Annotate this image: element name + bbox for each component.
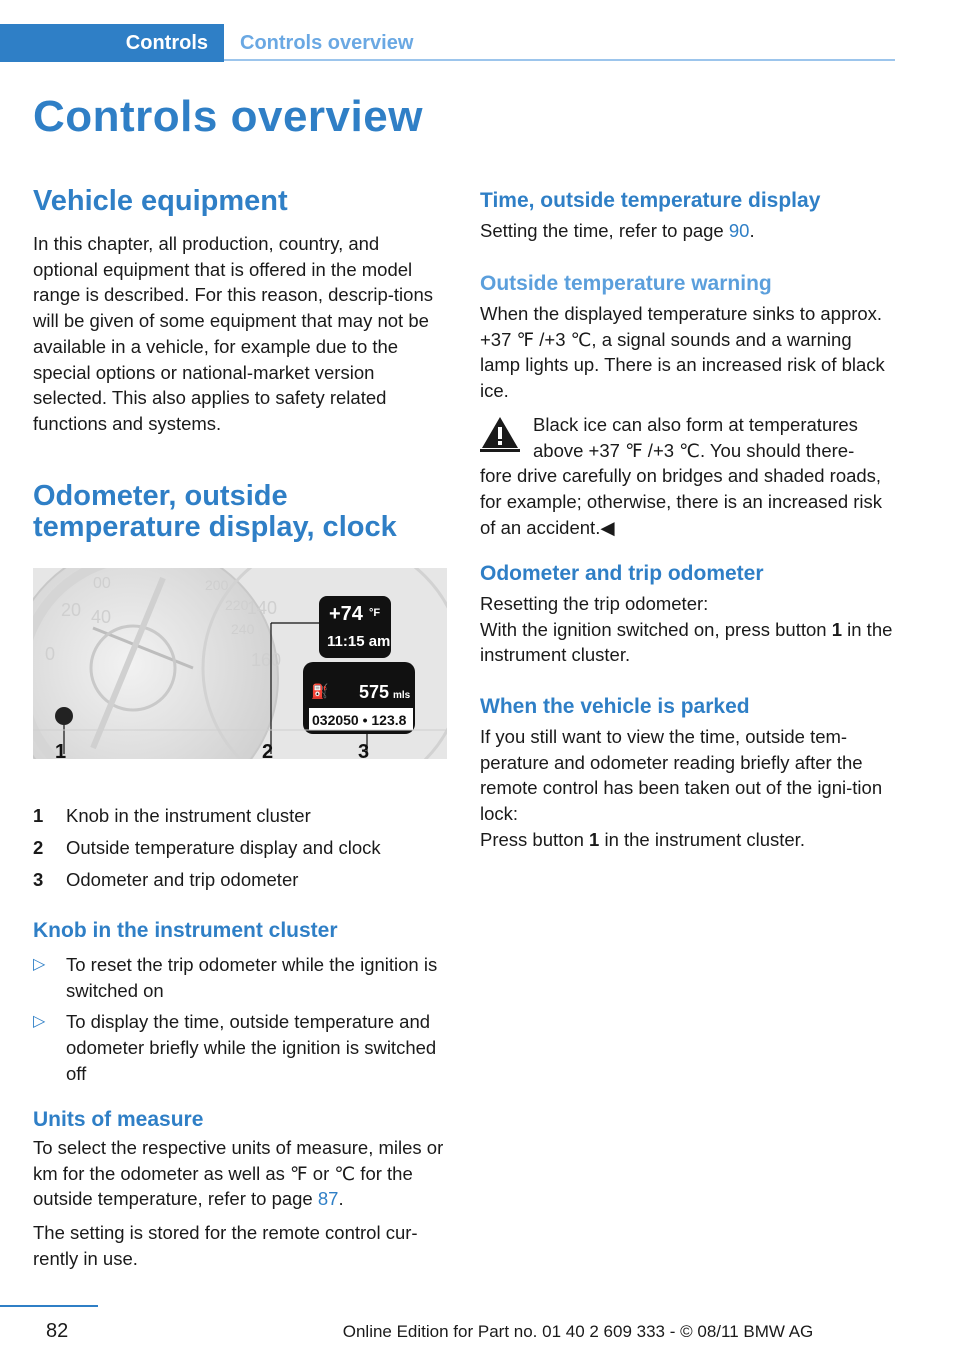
- callout-2: 2: [262, 741, 274, 759]
- footer-edition-text: Online Edition for Part no. 01 40 2 609 333 - © 08/11 BMW AG: [342, 1322, 814, 1341]
- end-mark-icon: ◀: [600, 516, 615, 538]
- button-number: 1: [589, 828, 600, 850]
- legend-text: Odometer and trip odometer: [66, 869, 299, 890]
- parked-body: If you still want to view the time, outside tem-perature and odometer reading briefly after the remote control has been taken out of the igni-tion lock:: [480, 726, 883, 825]
- gauge-tick: 160: [251, 650, 282, 670]
- parked-text-end: in the instrument cluster.: [599, 828, 805, 850]
- range-readout: 575: [359, 682, 390, 702]
- legend-item: [33, 864, 448, 896]
- caution-note: [480, 412, 895, 541]
- gauge-tick: 200: [205, 577, 229, 593]
- caution-line-1: Black ice can also form at temperatures: [533, 413, 858, 435]
- warning-section: [480, 271, 895, 540]
- time-temp-heading: Time, outside temperature display: [480, 189, 821, 212]
- odometer-heading: Odometer, outside temperature display, clock: [33, 480, 397, 543]
- page-number: 82: [46, 1320, 69, 1342]
- parked-text: Press button: [480, 828, 590, 850]
- gauge-tick: 140: [247, 598, 278, 618]
- legend-item: [33, 832, 448, 864]
- knob-bullet: [33, 1009, 448, 1086]
- legend-text: Knob in the instrument cluster: [66, 805, 311, 826]
- units-body-end: .: [338, 1188, 344, 1210]
- gauge-tick: 220: [225, 597, 249, 613]
- legend-number: 2: [33, 837, 44, 858]
- warning-triangle-icon: [480, 414, 520, 452]
- legend-number: 1: [33, 805, 44, 826]
- instrument-cluster-illustration: [33, 568, 447, 759]
- callout-3: 3: [358, 741, 370, 759]
- units-body-text: To select the respective units of measure, miles or km for the odometer as well as ℉ or ℃ for the outside temperature, refer to page: [33, 1137, 444, 1210]
- legend-number: 3: [33, 869, 44, 890]
- knob-bullet-text: To display the time, outside temperature and odometer briefly while the ignition is switched off: [66, 1011, 437, 1084]
- time-temp-section: [480, 188, 895, 244]
- vehicle-equipment-section: [33, 186, 448, 437]
- knob-section: [33, 918, 448, 1087]
- page-87-link[interactable]: 87: [317, 1188, 339, 1210]
- figure-legend: [33, 800, 448, 896]
- legend-item: [33, 800, 448, 832]
- warning-body: When the displayed temperature sinks to approx. +37 ℉ /+3 ℃, a signal sounds and a warning lamp lights up. There is an increased risk of black ice.: [480, 303, 885, 402]
- vehicle-equipment-body: In this chapter, all production, country, and optional equipment that is offered in the model range is described. For this reason, descrip-tions will be given of some equipment that may not be available in a vehicle, for example due to the special options or national-market version selected. This also applies to safety related functions and systems.: [33, 233, 433, 434]
- gauge-tick: 20: [61, 600, 82, 620]
- footer-rule: [0, 1305, 98, 1307]
- footer-edition: [0, 1322, 960, 1342]
- callout-1: 1: [55, 741, 67, 759]
- header-tabs: [0, 24, 895, 62]
- knob-heading: Knob in the instrument cluster: [33, 919, 338, 942]
- tab-controls[interactable]: [0, 24, 224, 62]
- clock-readout: 11:15 am: [327, 633, 391, 650]
- legend-text: Outside temperature display and clock: [66, 837, 381, 858]
- caution-line-2: above +37 ℉ /+3 ℃. You should there-: [533, 439, 855, 461]
- trip-section: [480, 561, 895, 668]
- header-rule: [224, 59, 895, 61]
- bullet-arrow-icon: ▷: [33, 1013, 46, 1031]
- units-section: [33, 1107, 448, 1272]
- temp-readout: +74: [329, 603, 363, 625]
- units-body: [33, 1135, 448, 1212]
- parked-heading: When the vehicle is parked: [480, 695, 750, 718]
- fuel-pump-icon: ⛽: [311, 683, 329, 699]
- knob-bullet: [33, 952, 448, 1003]
- gauge-tick: 240: [231, 621, 255, 637]
- page-90-link[interactable]: 90: [728, 220, 750, 241]
- tab-controls-label: Controls: [125, 32, 208, 54]
- bullet-arrow-icon: ▷: [33, 956, 46, 973]
- odometer-readout: 032050 • 123.8: [312, 712, 407, 728]
- units-body-2: The setting is stored for the remote control cur-rently in use.: [33, 1222, 418, 1269]
- gauge-tick: 0: [45, 644, 56, 664]
- page-title: Controls overview: [33, 92, 423, 141]
- button-number: 1: [831, 618, 842, 640]
- parked-line-2: [480, 827, 895, 853]
- odometer-section: [33, 481, 448, 543]
- knob-bullet-text: To reset the trip odometer while the ignition is switched on: [66, 954, 438, 1001]
- gauge-tick: 40: [91, 607, 112, 627]
- parked-section: [480, 694, 895, 853]
- vehicle-equipment-heading: Vehicle equipment: [33, 185, 288, 217]
- caution-rest: [480, 463, 895, 540]
- time-temp-end: .: [749, 220, 755, 241]
- temp-unit: °F: [369, 607, 381, 619]
- tab-controls-overview[interactable]: Controls overview: [240, 32, 414, 54]
- trip-line-1: Resetting the trip odometer:: [480, 593, 709, 614]
- time-temp-body: [480, 218, 895, 244]
- trip-text-end: in the instrument cluster.: [480, 618, 893, 666]
- gauge-tick: 00: [93, 575, 111, 592]
- caution-rest-text: fore drive carefully on bridges and shaded roads, for example; otherwise, there is an increased risk of an accident.: [480, 465, 883, 538]
- units-heading: Units of measure: [33, 1108, 204, 1131]
- instrument-cluster-figure: [33, 568, 447, 759]
- trip-line-2: [480, 617, 895, 668]
- trip-heading: Odometer and trip odometer: [480, 562, 764, 585]
- warning-heading: Outside temperature warning: [480, 272, 772, 295]
- trip-text: With the ignition switched on, press button: [480, 618, 832, 640]
- range-unit: mls: [393, 690, 411, 701]
- time-temp-text: Setting the time, refer to page: [480, 220, 729, 241]
